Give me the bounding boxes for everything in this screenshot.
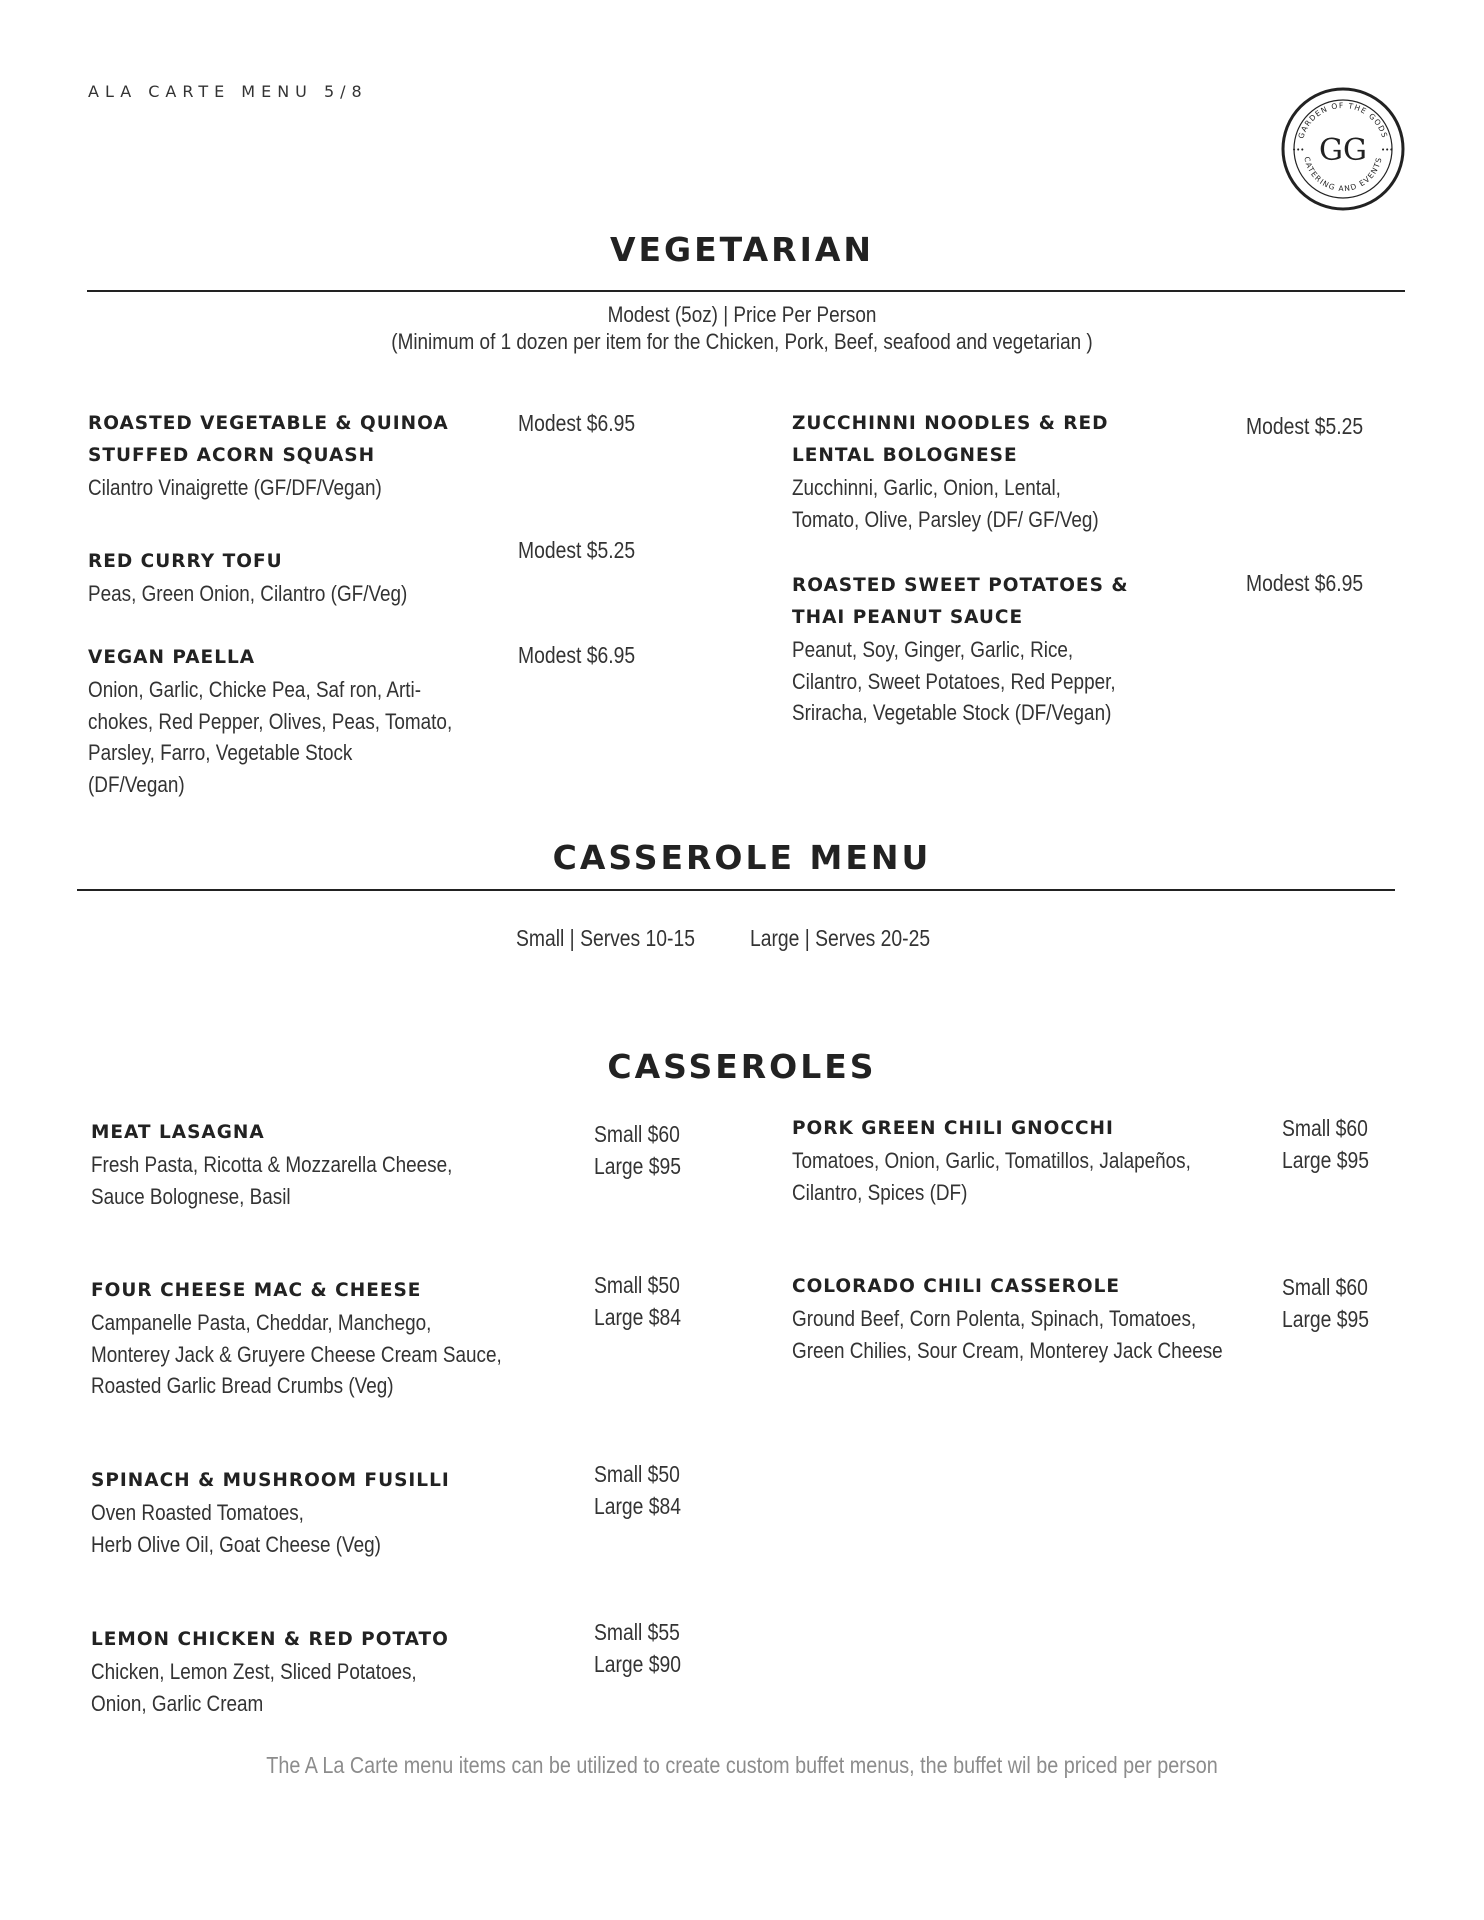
item-name: ROASTED SWEET POTATOES & THAI PEANUT SAUCE [792,575,1129,628]
svg-text:•••: ••• [1292,146,1305,154]
item-description: Tomatoes, Onion, Garlic, Tomatillos, Jalapeños, Cilantro, Spices (DF) [792,1148,1191,1205]
item-price: Modest $6.95 [1246,570,1364,596]
item-description: Fresh Pasta, Ricotta & Mozzarella Cheese, Sauce Bolognese, Basil [91,1152,453,1209]
svg-text:•••: ••• [1381,146,1394,154]
item-name: COLORADO CHILI CASSEROLE [792,1276,1121,1297]
casserole-item-spinach-mushroom-fusilli [91,1465,450,1560]
vegetarian-note-line2: (Minimum of 1 dozen per item for the Chicken, Pork, Beef, seafood and vegetarian ) [391,329,1093,354]
logo [1280,86,1406,212]
vegetarian-title: VEGETARIAN [609,230,875,269]
item-description: Onion, Garlic, Chicke Pea, Saf ron, Arti- chokes, Red Pepper, Olives, Peas, Tomato, Parsley, Farro, Vegetable Stock (DF/Vegan) [88,677,453,797]
item-name: ZUCCHINNI NOODLES & RED LENTAL BOLOGNESE [792,413,1109,466]
item-prices: Small $55 Large $90 [594,1619,682,1677]
veg-item-zucchinni-noodles [792,408,1157,535]
logo-ring-top: GARDEN OF THE GODS [1296,100,1390,140]
page-label: ALA CARTE MENU 5/8 [88,82,368,101]
casserole-menu-title: CASSEROLE MENU [552,838,932,877]
item-description: Campanelle Pasta, Cheddar, Manchego, Monterey Jack & Gruyere Cheese Cream Sauce, Roasted Garlic Bread Crumbs (Veg) [91,1310,502,1398]
item-prices: Small $60 Large $95 [1282,1274,1370,1332]
item-name: RED CURRY TOFU [88,551,283,572]
item-name: VEGAN PAELLA [88,647,256,668]
item-prices: Small $60 Large $95 [1282,1115,1370,1173]
logo-ring-bottom: CATERING AND EVENTS [1302,155,1384,194]
veg-item-roasted-sweet-potatoes [792,570,1177,729]
casserole-item-four-cheese-mac [91,1275,580,1402]
item-price: Modest $5.25 [1246,413,1364,439]
item-name: FOUR CHEESE MAC & CHEESE [91,1280,422,1301]
item-description: Cilantro Vinaigrette (GF/DF/Vegan) [88,475,382,500]
item-prices: Small $50 Large $84 [594,1272,682,1330]
veg-item-red-curry-tofu [88,546,468,610]
logo-initials: GG [1319,133,1367,168]
veg-item-vegan-paella [88,642,522,800]
item-prices: Small $60 Large $95 [594,1121,682,1179]
item-description: Zucchinni, Garlic, Onion, Lental, Tomato, Olive, Parsley (DF/ GF/Veg) [792,475,1099,532]
vegetarian-note-line1: Modest (5oz) | Price Per Person [607,302,877,327]
veg-item-roasted-vegetable-quinoa [88,408,449,504]
size-small: Small | Serves 10-15 [516,925,695,951]
item-price: Modest $6.95 [518,642,636,668]
item-description: Oven Roasted Tomatoes, Herb Olive Oil, Goat Cheese (Veg) [91,1500,381,1557]
casserole-item-pork-green-chili-gnocchi [792,1113,1267,1208]
item-name: LEMON CHICKEN & RED POTATO [91,1629,449,1650]
item-prices: Small $50 Large $84 [594,1461,682,1519]
item-description: Ground Beef, Corn Polenta, Spinach, Tomatoes, Green Chilies, Sour Cream, Monterey Jack Cheese [792,1306,1223,1363]
item-description: Peanut, Soy, Ginger, Garlic, Rice, Cilantro, Sweet Potatoes, Red Pepper, Sriracha, Vegetable Stock (DF/Vegan) [792,637,1116,725]
item-name: PORK GREEN CHILI GNOCCHI [792,1118,1114,1139]
casserole-menu-rule [77,889,1395,891]
logo-emblem [1280,86,1406,212]
footer-note: The A La Carte menu items can be utilized to create custom buffet menus, the buffet wil be priced per person [266,1752,1218,1778]
item-price: Modest $6.95 [518,410,636,436]
item-description: Peas, Green Onion, Cilantro (GF/Veg) [88,581,408,606]
casseroles-title: CASSEROLES [607,1047,877,1086]
item-name: MEAT LASAGNA [91,1122,265,1143]
item-name: ROASTED VEGETABLE & QUINOA STUFFED ACORN SQUASH [88,413,449,466]
item-price: Modest $5.25 [518,537,636,563]
item-name: SPINACH & MUSHROOM FUSILLI [91,1470,450,1491]
casserole-item-lemon-chicken [91,1624,479,1719]
casserole-item-meat-lasagna [91,1117,521,1212]
vegetarian-rule [87,290,1405,292]
casserole-item-colorado-chili [792,1271,1305,1366]
item-description: Chicken, Lemon Zest, Sliced Potatoes, Onion, Garlic Cream [91,1659,417,1716]
size-large: Large | Serves 20-25 [750,925,931,951]
